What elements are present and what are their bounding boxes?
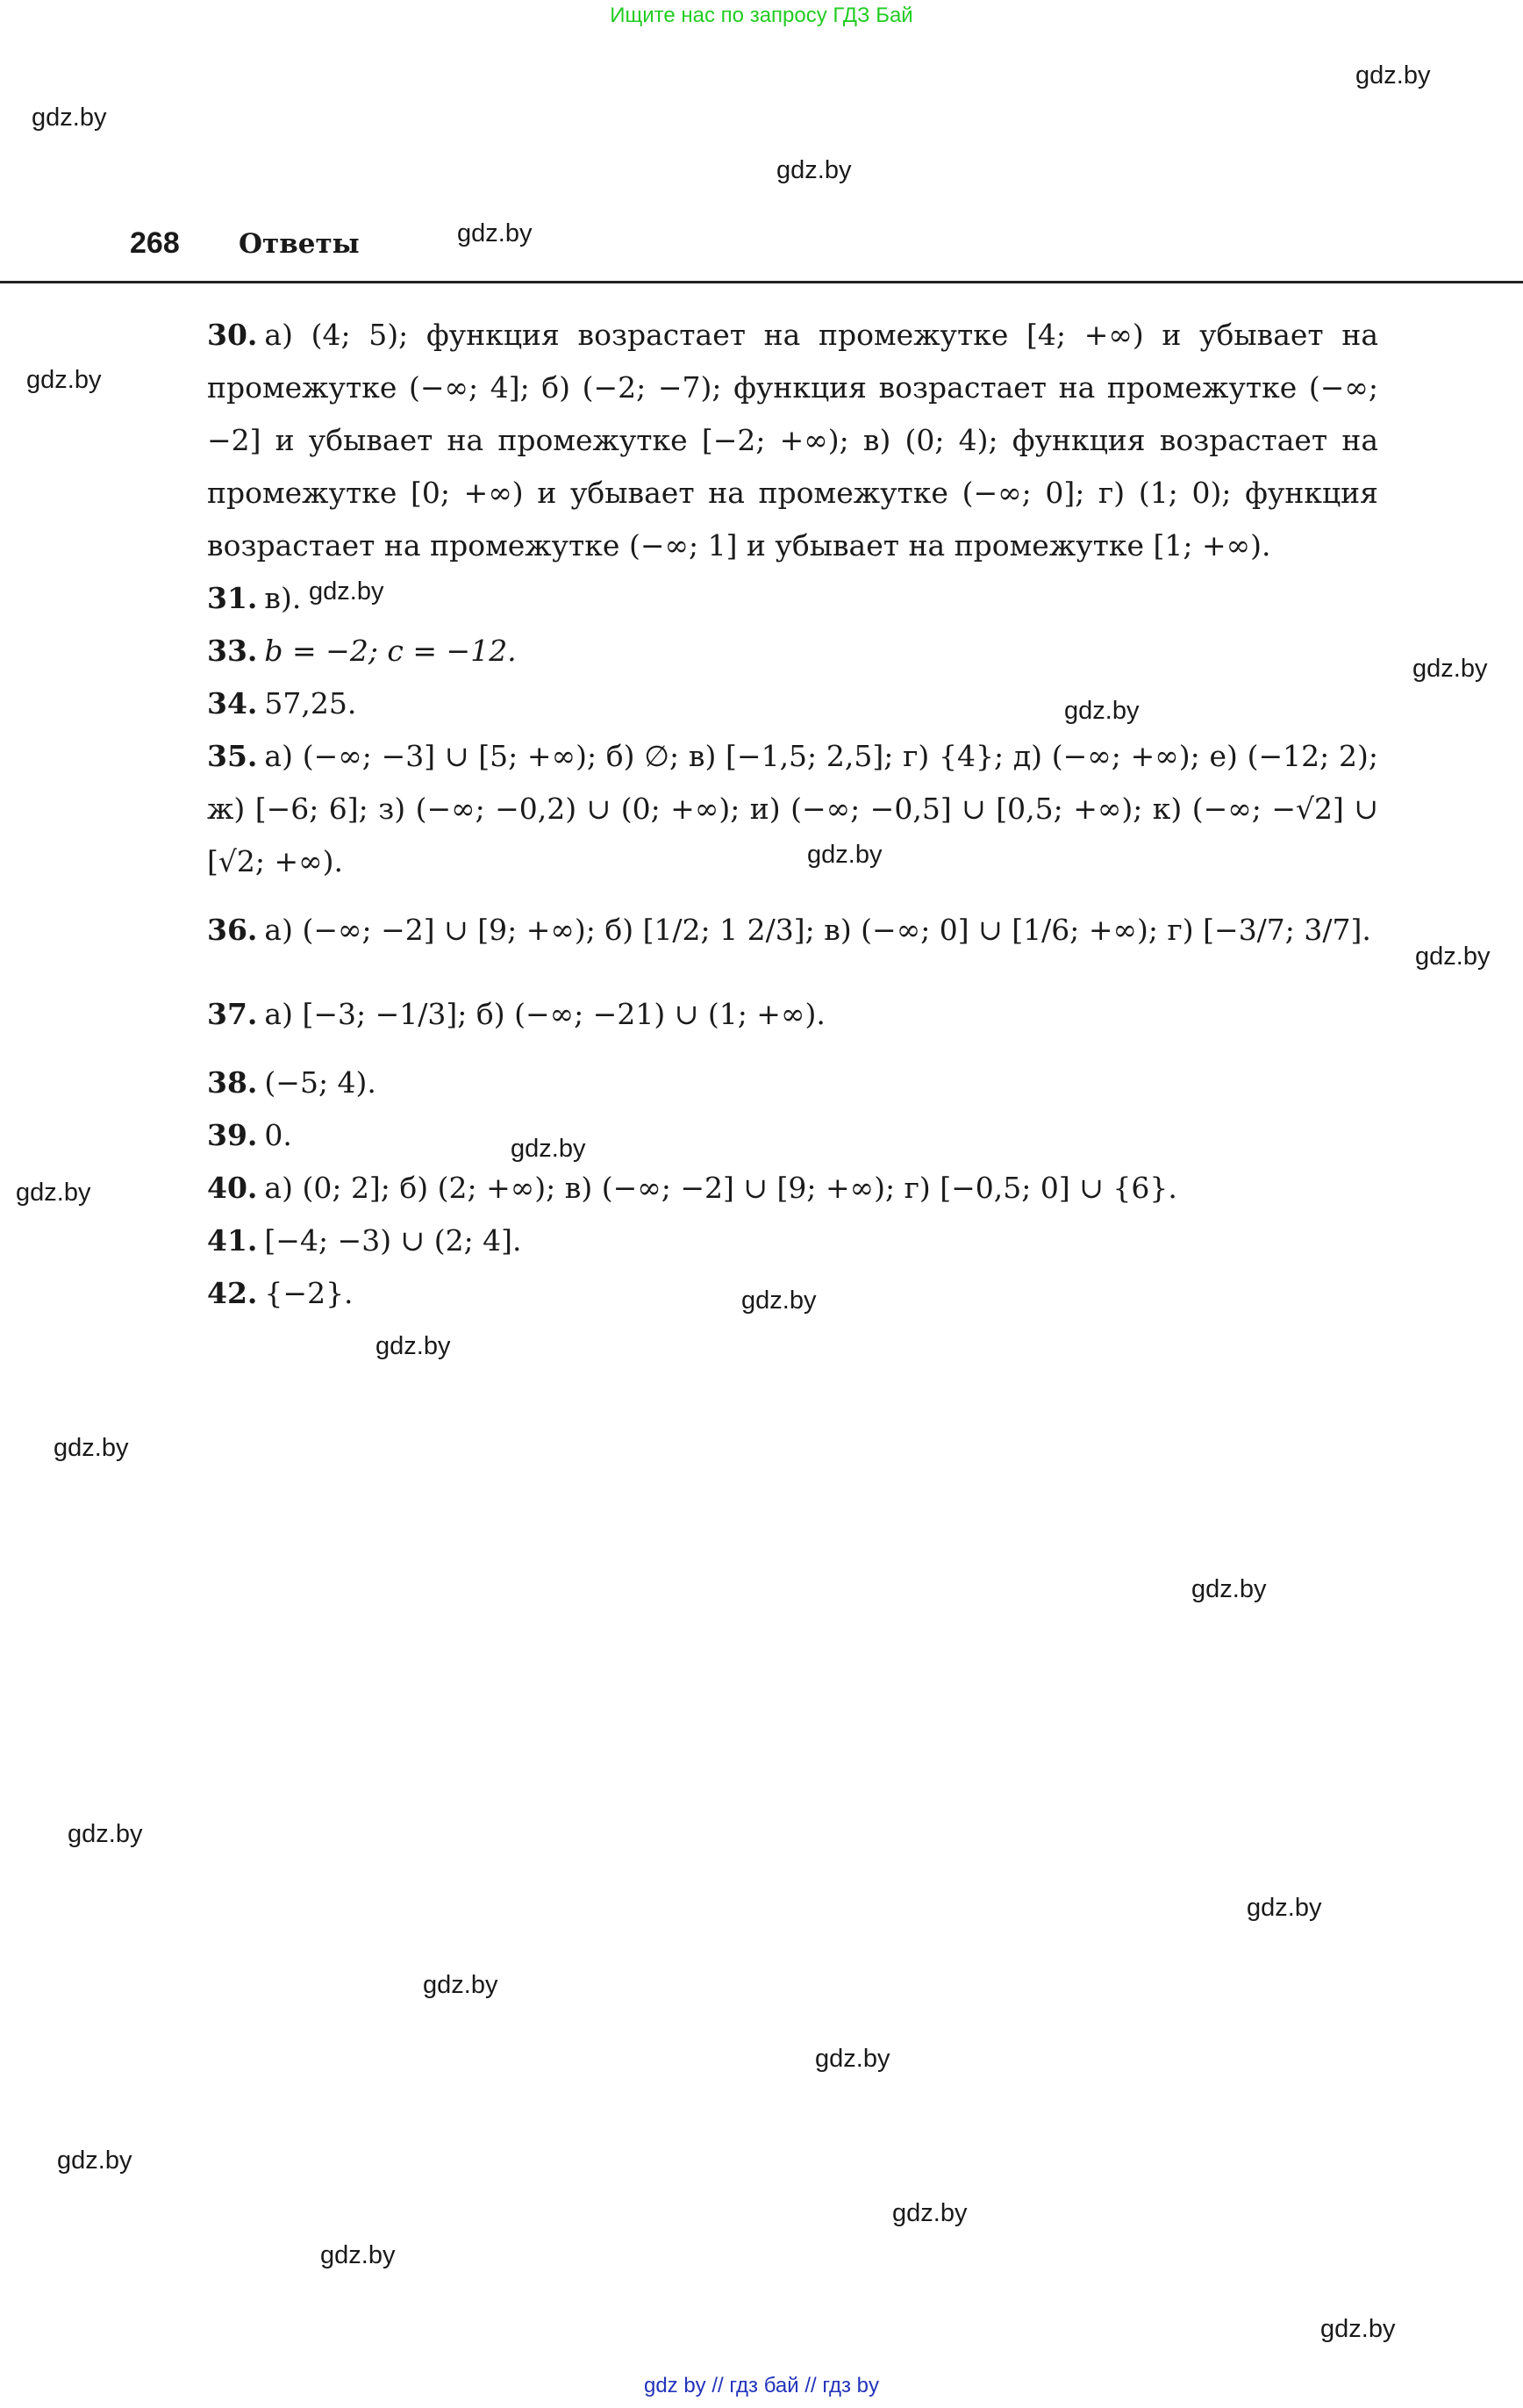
watermark: gdz.by [741, 1286, 817, 1315]
watermark: gdz.by [1247, 1894, 1322, 1922]
watermark: gdz.by [26, 366, 102, 394]
answer-35: 35. а) (−∞; −3] ∪ [5; +∞); б) ∅; в) [−1,5; 2,5]; г) {4}; д) (−∞; +∞); е) (−12; 2); ж) [−6; 6]; з) (−∞; −0,2) ∪ (0; +∞); и) (−∞; −0,5] ∪ [0,5; +∞); к) (−∞; −√2] ∪ [√2; +∞). [207, 739, 1378, 878]
page-number: 268 [130, 226, 180, 260]
watermark: gdz.by [776, 156, 852, 184]
answer-30: 30. а) (4; 5); функция возрастает на промежутке [4; +∞) и убывает на промежутке (−∞; 4]; б) (−2; −7); функция возрастает на промежутке (−∞; −2] и убывает на промежутке [−2; +∞); в) (0; 4); функция возрастает на промежутке [0; +∞) и убывает на промежутке (−∞; 0]; г) (1; 0); функция возрастает на промежутке (−∞; 1] и убывает на промежутке [1; +∞). [207, 318, 1378, 563]
answer-37: 37. а) [−3; −1/3]; б) (−∞; −21) ∪ (1; +∞). [207, 997, 826, 1031]
watermark: gdz.by [16, 1179, 91, 1207]
watermark: gdz.by [68, 1820, 143, 1848]
watermark: gdz.by [423, 1971, 498, 1999]
answer-31: 31. в). [207, 581, 302, 615]
watermark: gdz.by [1320, 2315, 1396, 2343]
watermark: gdz.by [309, 577, 384, 606]
answer-36: 36. а) (−∞; −2] ∪ [9; +∞); б) [1/2; 1 2/3]; в) (−∞; 0] ∪ [1/6; +∞); г) [−3/7; 3/7]. [207, 913, 1371, 947]
answers-list [207, 309, 1378, 1320]
watermark: gdz.by [320, 2241, 396, 2269]
watermark: gdz.by [457, 219, 533, 247]
section-title: Ответы [239, 228, 360, 260]
top-search-banner[interactable]: Ищите нас по запросу ГДЗ Бай [610, 4, 913, 27]
watermark: gdz.by [1412, 655, 1488, 683]
watermark: gdz.by [892, 2199, 968, 2227]
watermark: gdz.by [375, 1332, 451, 1360]
answer-34: 34. 57,25. [207, 686, 357, 720]
answer-42: 42. {−2}. [207, 1276, 354, 1310]
answer-39: 39. 0. [207, 1118, 292, 1152]
answer-40: 40. а) (0; 2]; б) (2; +∞); в) (−∞; −2] ∪ [9; +∞); г) [−0,5; 0] ∪ {6}. [207, 1171, 1177, 1205]
watermark: gdz.by [1355, 61, 1431, 90]
watermark: gdz.by [807, 841, 883, 869]
answer-33: 33. b = −2; c = −12. [207, 634, 517, 668]
watermark: gdz.by [54, 1434, 129, 1462]
answer-41: 41. [−4; −3) ∪ (2; 4]. [207, 1223, 522, 1258]
footer-links[interactable]: gdz by // гдз бай // гдз by [643, 2374, 880, 2397]
answer-38: 38. (−5; 4). [207, 1065, 376, 1100]
watermark: gdz.by [1415, 942, 1491, 971]
watermark: gdz.by [32, 104, 107, 132]
watermark: gdz.by [815, 2045, 890, 2073]
watermark: gdz.by [1191, 1575, 1267, 1603]
watermark: gdz.by [57, 2146, 132, 2175]
header-rule [0, 281, 1523, 283]
watermark: gdz.by [1064, 697, 1140, 725]
watermark: gdz.by [511, 1135, 586, 1163]
